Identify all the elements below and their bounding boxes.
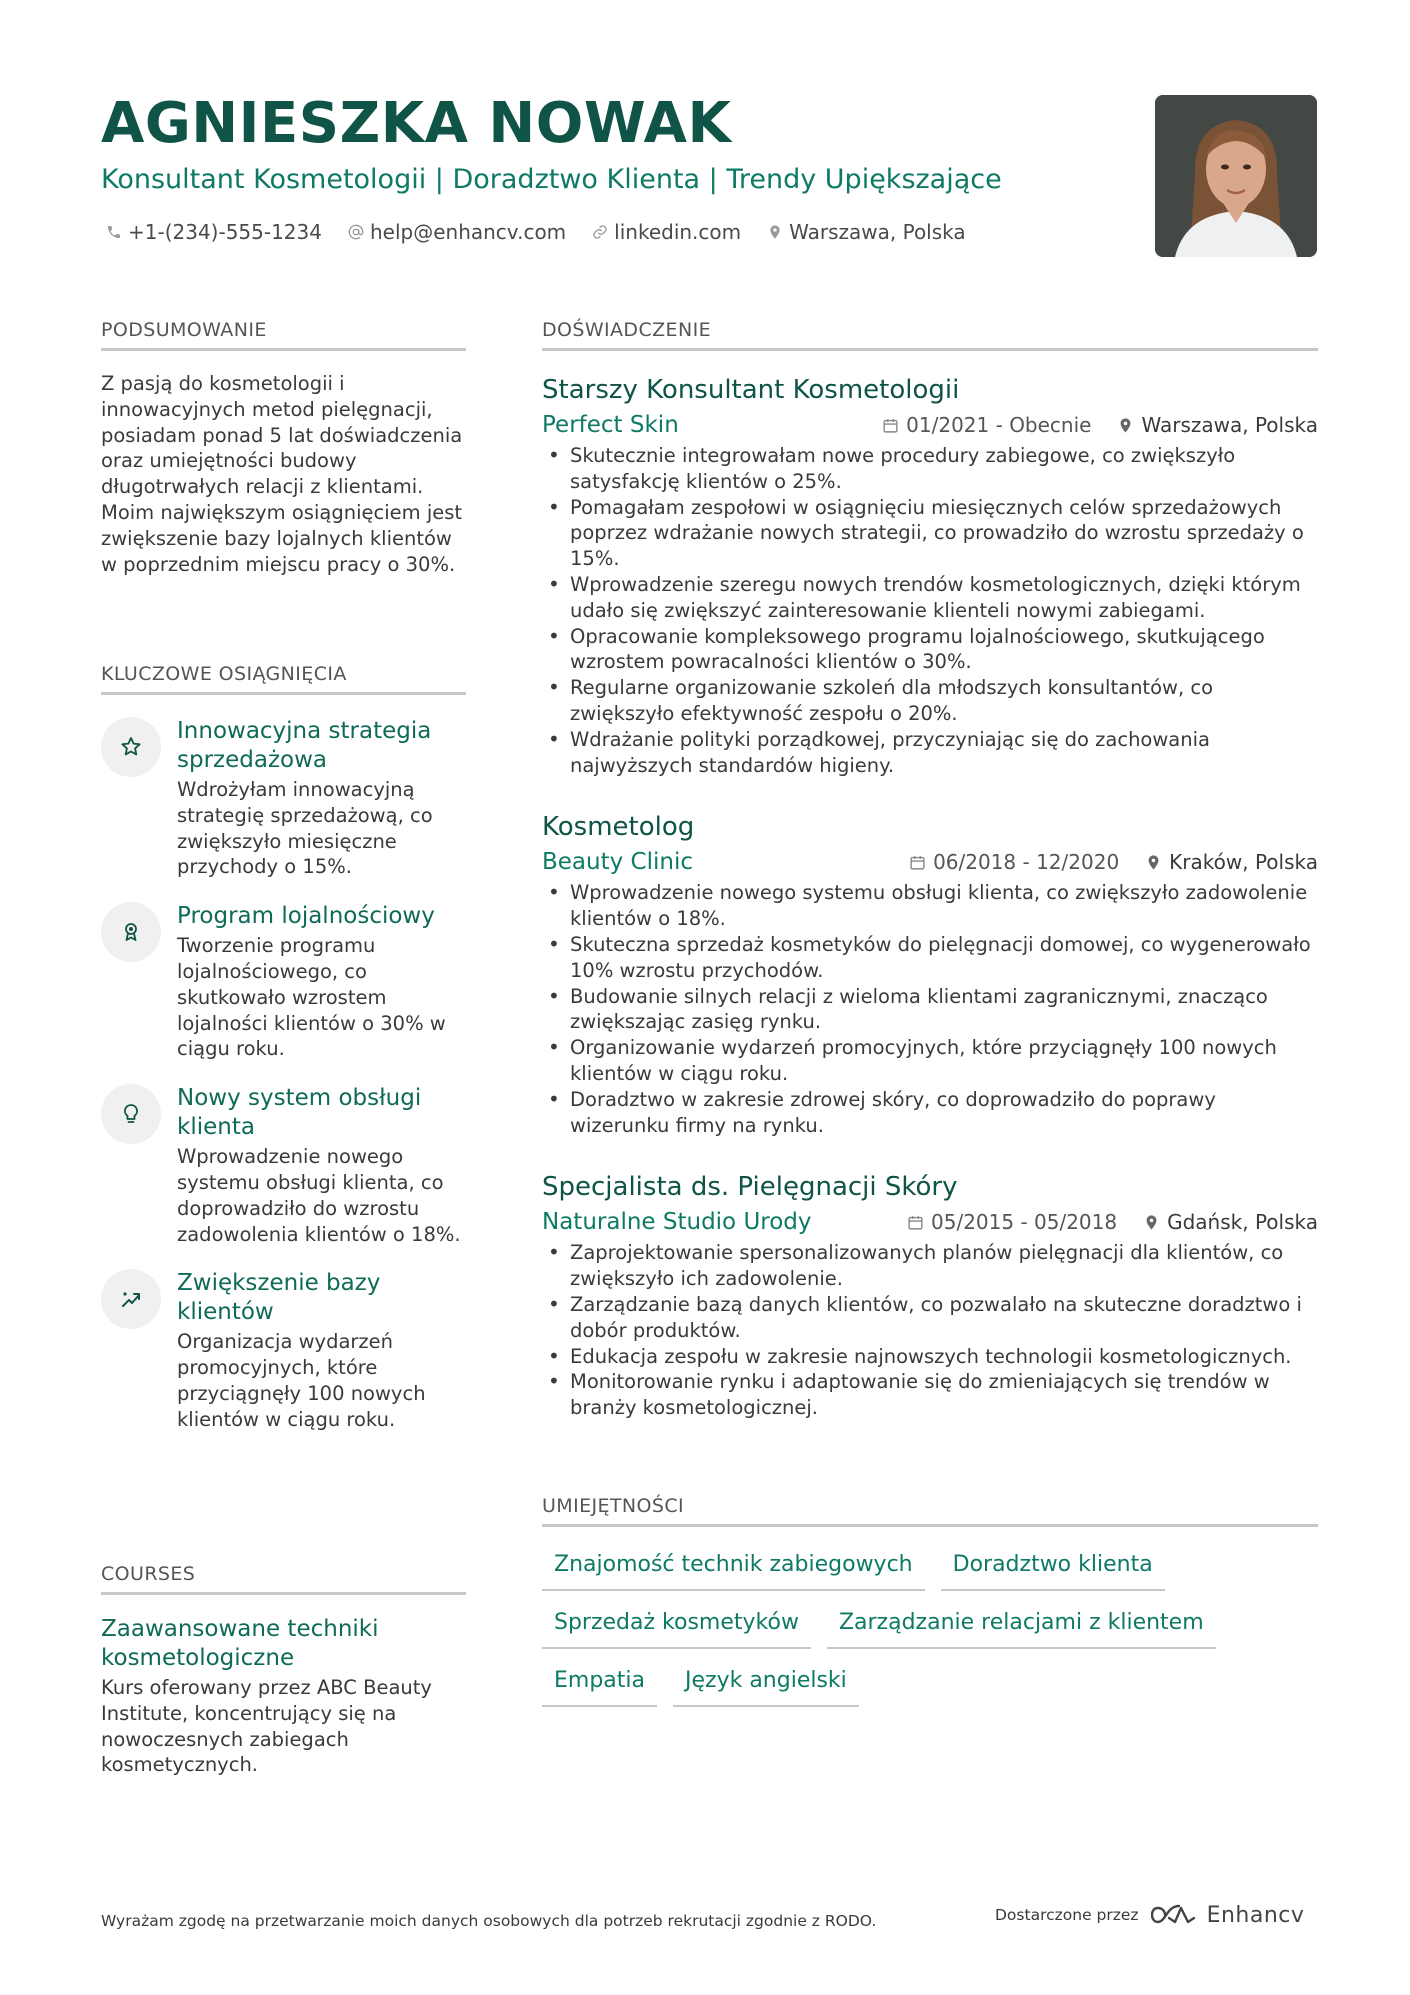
job-bullets xyxy=(542,1240,1318,1421)
job-entry xyxy=(542,1170,1318,1421)
bullet-item: • Wdrażanie polityki porządkowej, przyczyniając się do zachowania najwyższych standardów higieny. xyxy=(542,727,1318,779)
achievement-desc: Wdrożyłam innowacyjną strategię sprzedażową, co zwiększyło miesięczne przychody o 15%. xyxy=(177,778,433,879)
skills-list xyxy=(542,1545,1318,1719)
skill-tag: Język angielski xyxy=(673,1661,859,1707)
bullet-item: • Organizowanie wydarzeń promocyjnych, które przyciągnęły 100 nowych klientów w ciągu roku. xyxy=(542,1035,1318,1087)
section-title-achievements: KLUCZOWE OSIĄGNIĘCIA xyxy=(101,662,466,695)
skill-tag: Empatia xyxy=(542,1661,657,1707)
job-bullets xyxy=(542,880,1318,1138)
bullet-item: • Zaprojektowanie spersonalizowanych planów pielęgnacji dla klientów, co zwiększyło ich zadowolenie. xyxy=(542,1240,1318,1292)
linkedin-text: linkedin.com xyxy=(614,220,742,244)
gdpr-consent: Wyrażam zgodę na przetwarzanie moich danych osobowych dla potrzeb rekrutacji zgodnie z RODO. xyxy=(101,1912,877,1930)
skills-section xyxy=(542,1494,1318,1719)
bullet-item: • Doradztwo w zakresie zdrowej skóry, co doprowadziło do poprawy wizerunku firmy na rynku. xyxy=(542,1087,1318,1139)
job-location: Gdańsk, Polska xyxy=(1167,1210,1318,1235)
achievement-item xyxy=(101,1269,466,1432)
achievement-title: Program lojalnościowy xyxy=(177,903,435,930)
job-entry xyxy=(542,373,1318,778)
location-pin-icon xyxy=(1143,1214,1160,1231)
candidate-name: AGNIESZKA NOWAK xyxy=(101,91,732,156)
job-dates: 05/2015 - 05/2018 xyxy=(931,1210,1118,1235)
skill-tag: Doradztwo klienta xyxy=(941,1545,1165,1591)
powered-by-label: Dostarczone przez xyxy=(995,1906,1139,1924)
skill-tag: Sprzedaż kosmetyków xyxy=(542,1603,811,1649)
bullet-item: • Budowanie silnych relacji z wieloma klientami zagranicznymi, znacząco zwiększając zasięg rynku. xyxy=(542,984,1318,1036)
summary-section xyxy=(101,318,466,577)
achievement-desc: Wprowadzenie nowego systemu obsługi klienta, co doprowadziło do wzrostu zadowolenia klientów o 18%. xyxy=(177,1145,461,1246)
achievement-title: Nowy system obsługi klienta xyxy=(177,1085,422,1141)
bullet-item: • Wprowadzenie szeregu nowych trendów kosmetologicznych, dzięki którym udało się zwiększyć zainteresowanie klienteli nowymi zabiegami. xyxy=(542,572,1318,624)
headline: Konsultant Kosmetologii | Doradztwo Klienta | Trendy Upiększające xyxy=(101,164,1002,195)
contact-phone[interactable] xyxy=(106,220,322,244)
job-dates: 01/2021 - Obecnie xyxy=(906,413,1092,437)
summary-text: Z pasją do kosmetologii i innowacyjnych metod pielęgnacji, posiadam ponad 5 lat doświadczenia oraz umiejętności budowy długotrwałych relacji z klientami. Moim największym osiągnięciem jest zwiększenie bazy lojalnych klientów w poprzednim miejscu pracy o 30%. xyxy=(101,372,463,576)
phone-icon xyxy=(106,224,122,240)
job-title: Starszy Konsultant Kosmetologii xyxy=(542,375,960,405)
bullet-item: • Wprowadzenie nowego systemu obsługi klienta, co zwiększyło zadowolenie klientów o 18%. xyxy=(542,880,1318,932)
link-icon xyxy=(592,224,608,240)
calendar-icon xyxy=(909,854,926,871)
profile-photo xyxy=(1155,95,1317,257)
brand-name: Enhancv xyxy=(1206,1902,1305,1928)
course-desc: Kurs oferowany przez ABC Beauty Institute, koncentrujący się na nowoczesnych zabiegach kosmetycznych. xyxy=(101,1676,432,1777)
job-location: Warszawa, Polska xyxy=(1141,413,1318,437)
star-icon xyxy=(101,717,161,777)
achievement-item xyxy=(101,717,466,880)
job-entry xyxy=(542,810,1318,1138)
bullet-item: • Monitorowanie rynku i adaptowanie się do zmieniających się trendów w branży kosmetologicznej. xyxy=(542,1369,1318,1421)
bullet-item: • Skutecznie integrowałam nowe procedury zabiegowe, co zwiększyło satysfakcję klientów o 25%. xyxy=(542,443,1318,495)
calendar-icon xyxy=(882,417,899,434)
job-dates: 06/2018 - 12/2020 xyxy=(933,850,1120,875)
job-meta xyxy=(542,846,1318,878)
location-pin-icon xyxy=(1145,854,1162,871)
email-text: help@enhancv.com xyxy=(369,220,567,244)
growth-icon xyxy=(101,1269,161,1329)
job-meta xyxy=(542,1206,1318,1238)
contact-bar xyxy=(106,220,992,244)
location-pin-icon xyxy=(1117,417,1134,434)
enhancv-logo-icon xyxy=(1151,1902,1199,1928)
experience-section xyxy=(542,318,1318,1421)
company-name: Perfect Skin xyxy=(542,412,679,438)
section-title-skills: UMIEJĘTNOŚCI xyxy=(542,1494,1318,1527)
bullet-item: • Opracowanie kompleksowego programu lojalnościowego, skutkującego wzrostem powracalności klientów o 30%. xyxy=(542,624,1318,676)
bullet-item: • Skuteczna sprzedaż kosmetyków do pielęgnacji domowej, co wygenerowało 10% wzrostu przychodów. xyxy=(542,932,1318,984)
achievement-desc: Organizacja wydarzeń promocyjnych, które przyciągnęły 100 nowych klientów w ciągu roku. xyxy=(177,1330,426,1431)
contact-email[interactable] xyxy=(348,220,566,244)
bullet-item: • Pomagałam zespołowi w osiągnięciu miesięcznych celów sprzedażowych poprzez wdrażanie nowych strategii, co prowadziło do wzrostu sprzedaży o 15%. xyxy=(542,495,1318,572)
achievement-title: Zwiększenie bazy klientów xyxy=(177,1270,381,1326)
bullet-item: • Regularne organizowanie szkoleń dla młodszych konsultantów, co zwiększyło efektywność zespołu o 20%. xyxy=(542,675,1318,727)
skill-tag: Znajomość technik zabiegowych xyxy=(542,1545,925,1591)
company-name: Beauty Clinic xyxy=(542,849,693,876)
at-icon xyxy=(348,224,364,240)
job-title: Kosmetolog xyxy=(542,812,695,843)
powered-by[interactable] xyxy=(995,1902,1304,1928)
achievements-section xyxy=(101,662,466,1433)
job-location: Kraków, Polska xyxy=(1169,850,1318,875)
job-bullets xyxy=(542,443,1318,778)
achievement-item xyxy=(101,1084,466,1247)
bullet-item: • Zarządzanie bazą danych klientów, co pozwalało na skuteczne doradztwo i dobór produktów. xyxy=(542,1292,1318,1344)
lightbulb-icon xyxy=(101,1084,161,1144)
course-title: Zaawansowane techniki kosmetologiczne xyxy=(101,1616,379,1671)
achievement-title: Innowacyjna strategia sprzedażowa xyxy=(177,718,432,773)
job-meta xyxy=(542,409,1318,441)
company-name: Naturalne Studio Urody xyxy=(542,1209,812,1236)
job-title: Specjalista ds. Pielęgnacji Skóry xyxy=(542,1172,958,1203)
courses-section xyxy=(101,1562,466,1778)
contact-linkedin[interactable] xyxy=(592,220,741,244)
calendar-icon xyxy=(907,1214,924,1231)
location-pin-icon xyxy=(767,224,783,240)
contact-location xyxy=(767,220,966,244)
location-text: Warszawa, Polska xyxy=(789,220,966,244)
section-title-summary: PODSUMOWANIE xyxy=(101,318,466,351)
skill-tag: Zarządzanie relacjami z klientem xyxy=(827,1603,1216,1649)
phone-text: +1-(234)-555-1234 xyxy=(128,220,322,244)
section-title-courses: COURSES xyxy=(101,1562,466,1595)
award-icon xyxy=(101,902,161,962)
achievement-item xyxy=(101,902,466,1062)
bullet-item: • Edukacja zespołu w zakresie najnowszych technologii kosmetologicznych. xyxy=(542,1344,1318,1370)
section-title-experience: DOŚWIADCZENIE xyxy=(542,318,1318,351)
achievement-desc: Tworzenie programu lojalnościowego, co skutkowało wzrostem lojalności klientów o 30% w ciągu roku. xyxy=(177,934,446,1061)
